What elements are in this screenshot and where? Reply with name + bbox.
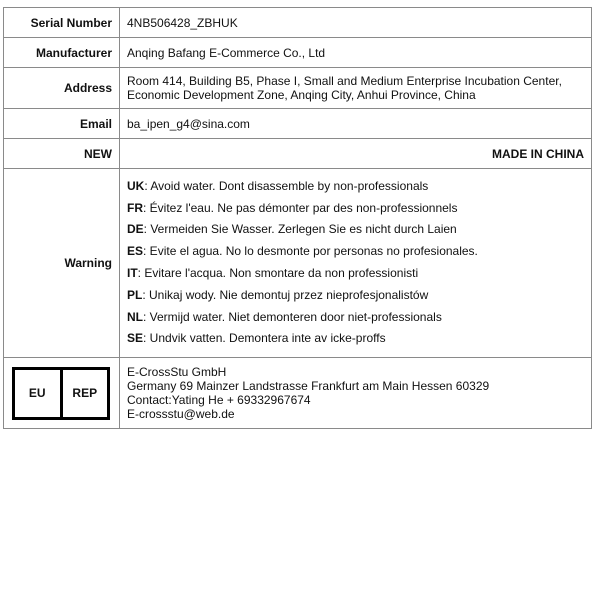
- eu-badge-text: EU: [28, 386, 46, 400]
- email-label: Email: [4, 109, 120, 139]
- warning-item: [127, 263, 584, 285]
- made-in-china-value: MADE IN CHINA: [120, 139, 592, 169]
- address-label: Address: [4, 68, 120, 109]
- rep-address: Germany 69 Mainzer Landstrasse Frankfurt am Main Hessen 60329: [127, 379, 490, 393]
- warning-text: : Vermeiden Sie Wasser. Zerlegen Sie es nicht durch Laien: [143, 222, 457, 237]
- language-code: DE: [127, 222, 144, 237]
- warning-text: : Évitez l'eau. Ne pas démonter par des non-professionnels: [143, 200, 458, 215]
- warning-item: [127, 176, 584, 198]
- language-code: IT: [127, 266, 138, 280]
- product-info-table: [3, 7, 592, 429]
- email-row: [4, 109, 592, 139]
- eu-rep-badge: [12, 367, 110, 420]
- warning-text: : Unikaj wody. Nie demontuj przez nieprofesjonalistów: [142, 287, 429, 302]
- language-code: ES: [127, 244, 144, 259]
- warning-row: [4, 169, 592, 358]
- warning-text: : Avoid water. Dont disassemble by non-professionals: [144, 178, 429, 193]
- address-line: Economic Development Zone, Anqing City, Anhui Province, China: [127, 88, 476, 102]
- warning-text: : Evite el agua. No lo desmonte por personas no profesionales.: [143, 244, 478, 259]
- language-code: UK: [127, 178, 145, 193]
- language-code: NL: [127, 309, 143, 324]
- warning-item: [127, 285, 584, 307]
- warning-text: : Evitare l'acqua. Non smontare da non professionisti: [137, 266, 419, 280]
- manufacturer-value: Anqing Bafang E-Commerce Co., Ltd: [120, 38, 592, 68]
- manufacturer-label: Manufacturer: [4, 38, 120, 68]
- language-code: SE: [127, 331, 144, 346]
- address-line: Room 414, Building B5, Phase I, Small and Medium Enterprise Incubation Center,: [127, 74, 562, 88]
- eu-rep-badge-cell: [4, 358, 120, 429]
- warning-item: [127, 241, 584, 263]
- new-label: NEW: [4, 139, 120, 169]
- warning-label: Warning: [4, 169, 120, 358]
- warning-item: [127, 198, 584, 220]
- new-row: [4, 139, 592, 169]
- warning-text: : Vermijd water. Niet demonteren door niet-professionals: [143, 309, 442, 324]
- warning-text: : Undvik vatten. Demontera inte av icke-proffs: [143, 331, 386, 346]
- warning-item: [127, 219, 584, 241]
- rep-contact: Contact:Yating He + 69332967674: [127, 393, 311, 407]
- serial-number-value: 4NB506428_ZBHUK: [120, 8, 592, 38]
- email-value: ba_ipen_g4@sina.com: [120, 109, 592, 139]
- rep-company: E-CrossStu GmbH: [127, 365, 227, 379]
- rep-email: E-crossstu@web.de: [127, 407, 235, 421]
- address-row: [4, 68, 592, 109]
- language-code: FR: [127, 200, 143, 215]
- serial-number-label: Serial Number: [4, 8, 120, 38]
- address-value: [120, 68, 592, 109]
- serial-number-row: [4, 8, 592, 38]
- language-code: PL: [127, 287, 143, 302]
- warning-item: [127, 328, 584, 350]
- rep-badge-text: REP: [60, 370, 108, 417]
- warning-item: [127, 307, 584, 329]
- eu-rep-row: [4, 358, 592, 429]
- warning-list: [120, 169, 592, 358]
- eu-rep-details: [120, 358, 592, 429]
- manufacturer-row: [4, 38, 592, 68]
